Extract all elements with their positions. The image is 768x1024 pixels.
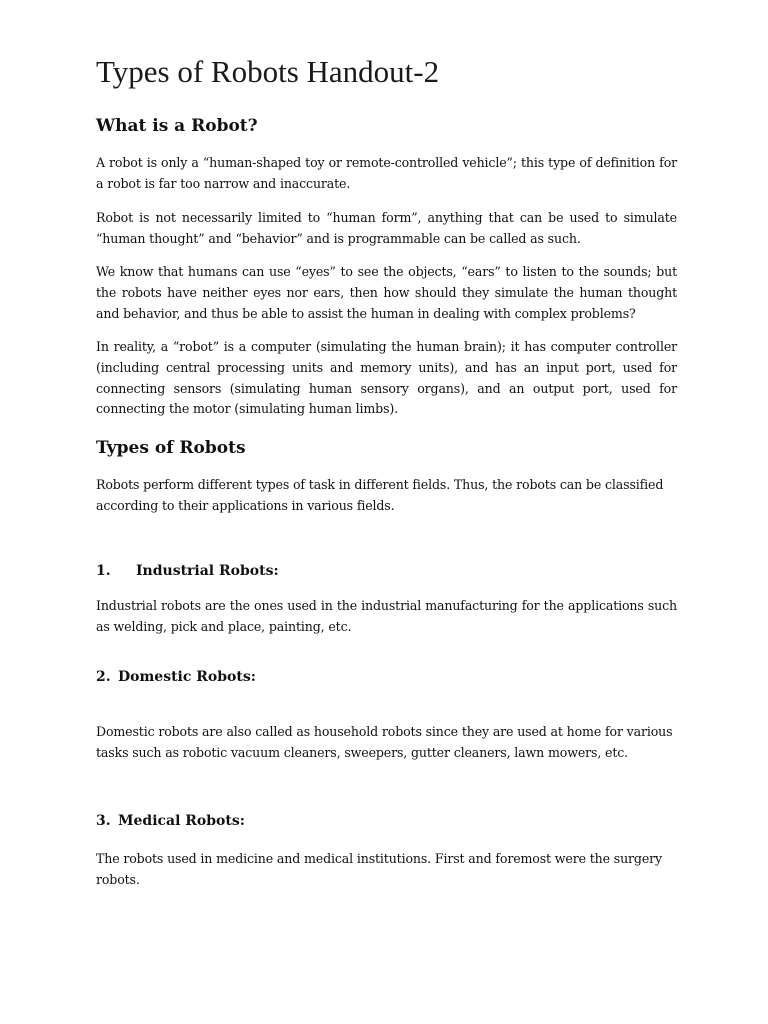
paragraph: A robot is only a “human-shaped toy or remote-controlled vehicle”; this type of definition for a robot is far too narrow and inaccurate.: [96, 155, 677, 191]
paragraph: Robot is not necessarily limited to “human form”, anything that can be used to simulate “human thought” and “behavior” and is programmable can be called as such.: [96, 210, 677, 246]
list-title: Domestic Robots:: [118, 669, 256, 685]
list-number: 2.: [96, 669, 111, 685]
paragraph-types-intro: Robots perform different types of task in different fields. Thus, the robots can be classified according to their applications in various fields.: [96, 477, 664, 513]
document-title: Types of Robots Handout-2: [96, 54, 440, 89]
list-number: 1.: [96, 563, 111, 579]
paragraph-domestic-robots: Domestic robots are also called as household robots since they are used at home for various tasks such as robotic vacuum cleaners, sweepers, gutter cleaners, lawn mowers, etc.: [96, 724, 673, 760]
paragraph-medical-robots: The robots used in medicine and medical institutions. First and foremost were the surgery robots.: [96, 851, 662, 887]
paragraph-industrial-robots: Industrial robots are the ones used in the industrial manufacturing for the applications such as welding, pick and place, painting, etc.: [96, 598, 677, 634]
subheading-domestic-robots: [96, 667, 256, 687]
section-heading-what-is-a-robot: What is a Robot?: [96, 116, 258, 136]
subheading-medical-robots: [96, 811, 245, 831]
list-title: Industrial Robots:: [136, 563, 279, 579]
list-number: 3.: [96, 813, 111, 829]
list-title: Medical Robots:: [118, 813, 245, 829]
section-heading-types-of-robots: Types of Robots: [96, 438, 246, 458]
paragraph: In reality, a “robot” is a computer (simulating the human brain); it has computer controller (including central processing units and memory units), and has an input port, used for connecting sensors (simulating human sensory organs), and an output port, used for connecting the motor (simulating human limbs).: [96, 339, 677, 417]
paragraph: We know that humans can use “eyes” to see the objects, “ears” to listen to the sounds; but the robots have neither eyes nor ears, then how should they simulate the human thought and behavior, and thus be able to assist the human in dealing with complex problems?: [96, 264, 677, 321]
subheading-industrial-robots: [96, 561, 279, 581]
